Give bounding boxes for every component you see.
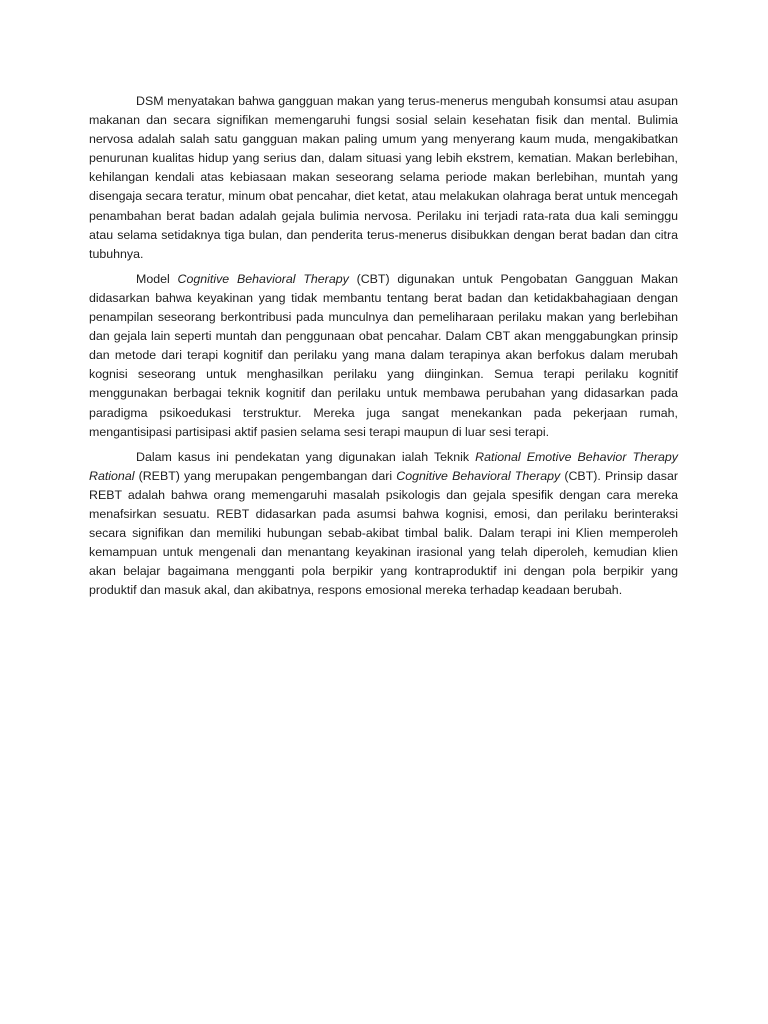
paragraph-text: Model xyxy=(136,271,178,286)
paragraph-text: (REBT) yang merupakan pengembangan dari xyxy=(134,468,397,483)
paragraph-text: DSM menyatakan bahwa gangguan makan yang terus-menerus mengubah konsumsi atau asupan makanan dan secara signifikan memengaruhi fungsi sosial selain kesehatan fisik dan mental. Bulimia nervosa adalah salah satu gangguan makan paling umum yang menyerang kaum muda, mengakibatkan penurunan kualitas hidup yang serius dan, dalam situasi yang lebih ekstrem, kematian. Makan berlebihan, kehilangan kendali atas kebiasaan makan seseorang selama periode makan berlebihan, muntah yang disengaja secara teratur, minum obat pencahar, diet ketat, atau melakukan olahraga berat untuk mencegah penambahan berat badan adalah gejala bulimia nervosa. Perilaku ini terjadi rata-rata dua kali seminggu atau selama setidaknya tiga bulan, dan penderita terus-menerus disibukkan dengan berat badan dan citra tubuhnya. xyxy=(89,94,678,261)
italic-term: Rational Emotive Behavior Therapy Rational xyxy=(89,449,678,483)
paragraph-cbt-model xyxy=(89,270,678,442)
paragraph-dsm-bulimia xyxy=(89,92,678,264)
paragraph-text: (CBT). Prinsip dasar REBT adalah bahwa orang memengaruhi masalah psikologis dan gejala spesifik dengan cara mereka menafsirkan sesuatu. REBT didasarkan pada asumsi bahwa kognisi, emosi, dan perilaku berinteraksi secara signifikan dan memiliki hubungan sebab-akibat timbal balik. Dalam terapi ini Klien memperoleh kemampuan untuk mengenali dan menantang keyakinan irasional yang telah diperoleh, kemudian klien akan belajar bagaimana mengganti pola berpikir yang kontraproduktif ini dengan pola berpikir yang produktif dan masuk akal, dan akibatnya, respons emosional mereka terhadap keadaan berubah. xyxy=(89,468,678,598)
paragraph-rebt-approach xyxy=(89,448,678,601)
italic-term: Cognitive Behavioral Therapy xyxy=(177,271,349,286)
italic-term: Cognitive Behavioral Therapy xyxy=(396,468,561,483)
document-body xyxy=(89,92,678,606)
paragraph-text: (CBT) digunakan untuk Pengobatan Gangguan Makan didasarkan bahwa keyakinan yang tidak membantu tentang berat badan dan ketidakbahagiaan dengan penampilan seseorang berkontribusi pada munculnya dan pemeliharaan perilaku makan yang berlebihan dan gejala lain seperti muntah dan penggunaan obat pencahar. Dalam CBT akan menggabungkan prinsip dan metode dari terapi kognitif dan perilaku yang mana dalam terapinya akan berfokus dalam merubah kognisi seseorang untuk menghasilkan perilaku yang diinginkan. Semua terapi perilaku kognitif menggunakan berbagai teknik kognitif dan perilaku untuk membawa perubahan yang didasarkan pada paradigma psikoedukasi terstruktur. Mereka juga sangat menekankan pada pekerjaan rumah, mengantisipasi partisipasi aktif pasien selama sesi terapi maupun di luar sesi terapi. xyxy=(89,271,678,439)
paragraph-text: Dalam kasus ini pendekatan yang digunakan ialah Teknik xyxy=(136,449,476,464)
